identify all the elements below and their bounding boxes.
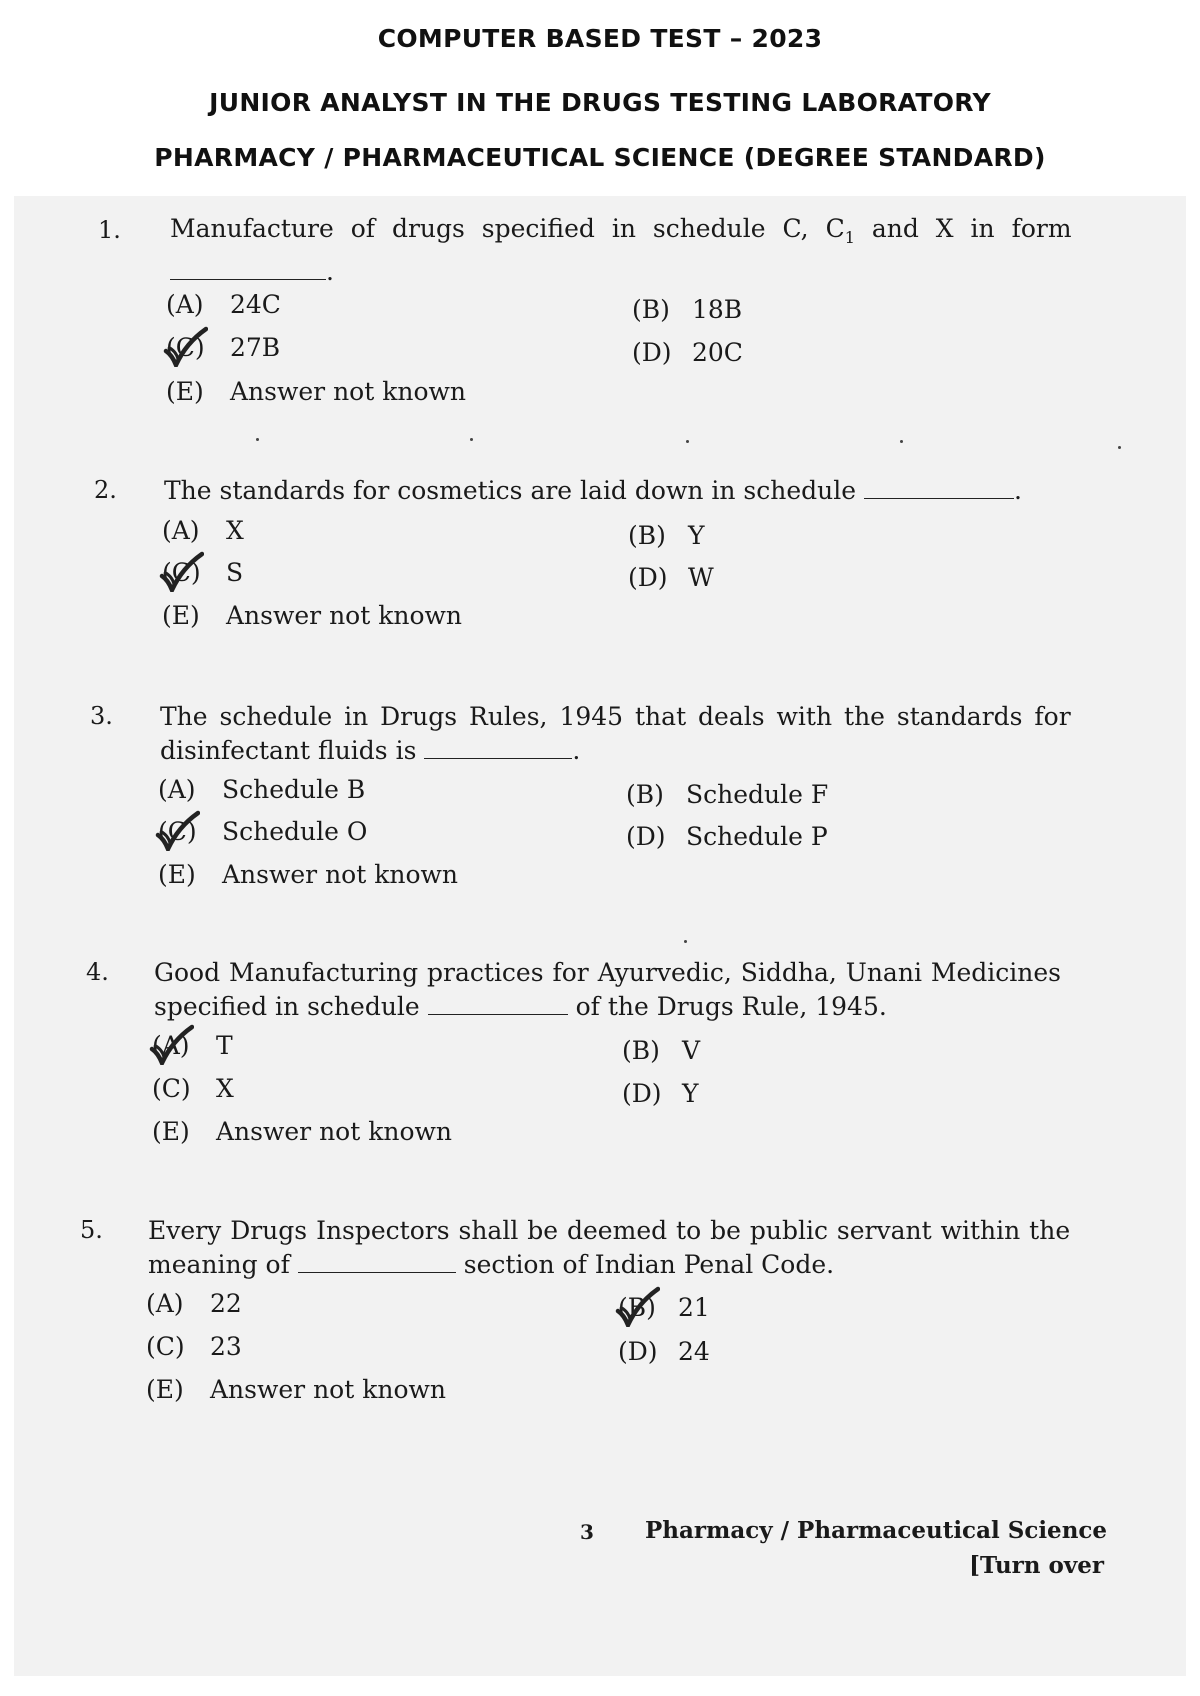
option-b[interactable] [618,1293,710,1322]
option-text: 21 [678,1293,710,1322]
exam-title: COMPUTER BASED TEST – 2023 [377,24,823,53]
page-number: 3 [580,1520,594,1544]
question-text [160,700,1112,768]
answer-blank [428,994,568,1015]
scan-speck [900,440,903,443]
option-letter: (E) [152,1117,190,1146]
option-d[interactable] [622,1079,699,1108]
question-text-part: section of Indian Penal Code. [463,1250,835,1279]
option-letter-marked [152,1031,216,1060]
option-letter: (A) [166,290,204,319]
option-text: 22 [210,1289,242,1318]
option-letter-marked [166,333,230,362]
option-text: V [682,1036,701,1065]
question-text-end: . [1014,476,1022,505]
option-c[interactable] [166,333,280,362]
option-c[interactable] [158,817,367,846]
option-letter-marked [618,1293,678,1322]
option-letter: (B) [632,295,670,324]
answer-blank [424,738,572,759]
option-letter: (D) [632,338,672,367]
scan-speck [256,438,259,441]
question-number: 2. [94,476,117,504]
option-letter: (A) [152,1031,190,1060]
option-letter: (C) [158,817,197,846]
option-text: Answer not known [222,860,459,889]
question-text-part: and X in form [854,214,1072,243]
subject-title: PHARMACY / PHARMACEUTICAL SCIENCE (DEGREE STANDARD) [154,143,1046,172]
option-letter: (B) [628,521,666,550]
option-letter: (D) [618,1337,658,1366]
option-b[interactable] [626,780,828,809]
turn-over-label: [Turn over [969,1552,1104,1579]
option-a[interactable] [146,1289,242,1318]
option-letter: (D) [626,822,666,851]
option-letter: (A) [158,775,196,804]
option-e[interactable] [162,601,462,630]
option-letter: (E) [146,1375,184,1404]
answer-blank [864,478,1014,499]
option-b[interactable] [628,521,705,550]
option-text: X [216,1074,234,1103]
option-a[interactable] [162,516,244,545]
option-letter: (C) [152,1074,191,1103]
question-text-part: disinfectant fluids is [160,736,417,765]
option-text: Y [682,1079,699,1108]
option-text: W [688,563,714,592]
post-title: JUNIOR ANALYST IN THE DRUGS TESTING LABORATORY [209,88,991,117]
scan-speck [684,940,687,943]
question-text-part: The standards for cosmetics are laid down in schedule [164,476,857,505]
option-letter: (A) [146,1289,184,1318]
option-d[interactable] [632,338,743,367]
option-c[interactable] [152,1074,234,1103]
option-text: 27B [230,333,281,362]
option-a[interactable] [152,1031,233,1060]
option-c[interactable] [162,558,243,587]
option-e[interactable] [158,860,458,889]
option-letter: (E) [166,377,204,406]
option-a[interactable] [158,775,365,804]
subscript: 1 [844,228,855,247]
option-letter: (E) [162,601,200,630]
question-text-part: Good Manufacturing practices for Ayurvedic, Siddha, Unani Medicines [154,958,1061,987]
option-e[interactable] [146,1375,446,1404]
option-text: Schedule F [686,780,829,809]
option-text: 18B [692,295,743,324]
option-text: T [216,1031,233,1060]
option-d[interactable] [626,822,828,851]
option-letter: (B) [618,1293,656,1322]
option-c[interactable] [146,1332,242,1361]
option-letter: (C) [146,1332,185,1361]
question-text-part: Manufacture of drugs specified in schedule C, C [170,214,845,243]
option-text: Answer not known [230,377,467,406]
question-number: 5. [80,1216,103,1244]
question-text-end: . [326,257,334,286]
option-text: Schedule P [686,822,828,851]
option-text: 20C [692,338,743,367]
question-text-part: Every Drugs Inspectors shall be deemed to be public servant within the [148,1216,1071,1245]
option-b[interactable] [632,295,742,324]
question-text [154,956,1114,1024]
question-text-part: The schedule in Drugs Rules, 1945 that deals with the standards for [160,702,1071,731]
question-number: 3. [90,702,113,730]
option-letter: (E) [158,860,196,889]
question-number: 4. [86,958,109,986]
option-text: Answer not known [216,1117,453,1146]
option-d[interactable] [618,1337,710,1366]
option-a[interactable] [166,290,281,319]
option-text: X [226,516,244,545]
question-text-part: meaning of [148,1250,290,1279]
scan-speck [1118,446,1121,449]
option-text: Y [688,521,705,550]
option-text: 24 [678,1337,710,1366]
option-text: Schedule B [222,775,366,804]
question-text [148,1214,1116,1282]
option-text: Answer not known [226,601,463,630]
answer-blank [298,1252,456,1273]
option-letter: (D) [622,1079,662,1108]
footer-subject: Pharmacy / Pharmaceutical Science [645,1517,1108,1544]
page-background [14,196,1186,1676]
question-text [164,474,1114,508]
question-text-part: specified in schedule [154,992,420,1021]
option-text: 24C [230,290,281,319]
option-b[interactable] [622,1036,700,1065]
option-letter-marked [162,558,226,587]
answer-blank [170,259,326,280]
question-number: 1. [98,216,121,244]
option-letter: (C) [162,558,201,587]
question-text-end: . [572,736,581,765]
option-e[interactable] [166,377,466,406]
question-text-part: of the Drugs Rule, 1945. [575,992,887,1021]
scan-speck [470,438,473,441]
option-d[interactable] [628,563,714,592]
option-e[interactable] [152,1117,452,1146]
option-letter: (B) [626,780,664,809]
option-text: Answer not known [210,1375,447,1404]
option-text: S [226,558,244,587]
option-letter: (C) [166,333,205,362]
option-letter-marked [158,817,222,846]
option-text: Schedule O [222,817,368,846]
option-text: 23 [210,1332,242,1361]
option-letter: (D) [628,563,668,592]
option-letter: (A) [162,516,200,545]
question-text [170,212,1115,289]
option-letter: (B) [622,1036,660,1065]
scan-speck [686,440,689,443]
